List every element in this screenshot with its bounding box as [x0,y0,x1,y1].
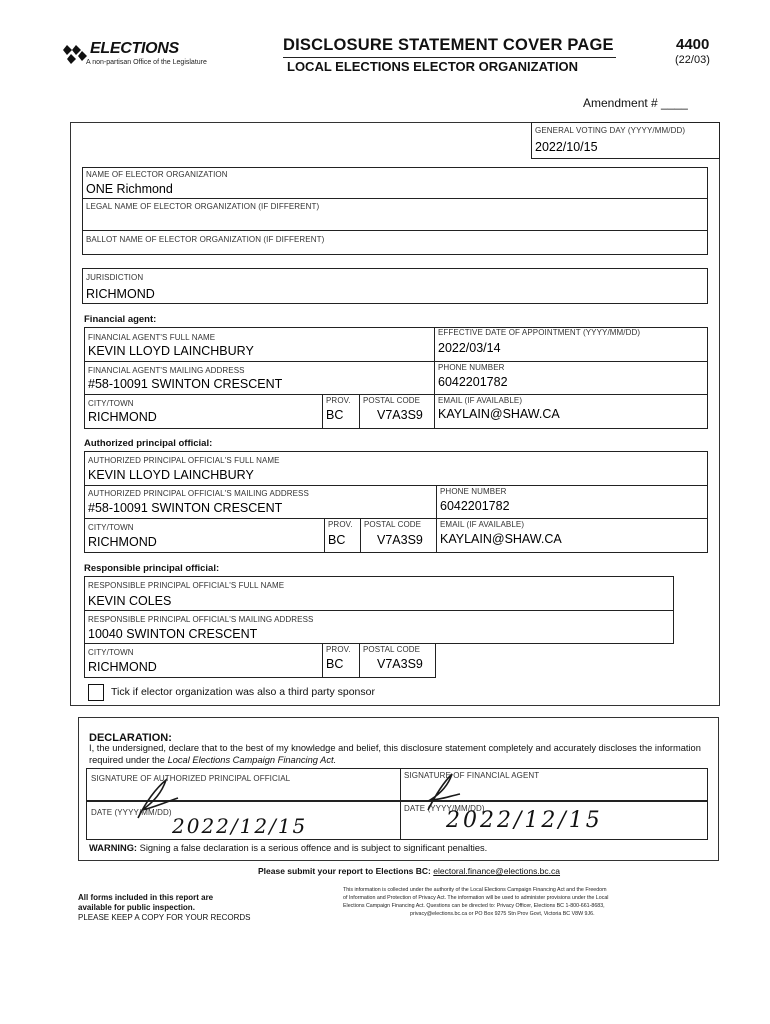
fa-name-value[interactable]: KEVIN LLOYD LAINCHBURY [88,344,254,358]
sig-agent-label: SIGNATURE OF FINANCIAL AGENT [404,771,540,780]
org-ballot-name-label: BALLOT NAME OF ELECTOR ORGANIZATION (IF DIFFERENT) [86,235,325,244]
declaration-title: DECLARATION: [89,732,172,744]
declaration-act-name: Local Elections Campaign Financing Act. [167,755,337,765]
jurisdiction-label: JURISDICTION [86,273,144,282]
amendment-number: Amendment # ____ [583,96,688,110]
org-legal-name-label: LEGAL NAME OF ELECTOR ORGANIZATION (IF DIFFERENT) [86,202,320,211]
ao-prov-value[interactable]: BC [328,533,346,547]
ro-name-label: RESPONSIBLE PRINCIPAL OFFICIAL'S FULL NAME [88,581,285,590]
fa-postal-value[interactable]: V7A3S9 [377,408,423,422]
ao-phone-label: PHONE NUMBER [440,487,507,496]
fa-city-value[interactable]: RICHMOND [88,410,157,424]
ro-address-label: RESPONSIBLE PRINCIPAL OFFICIAL'S MAILING ADDRESS [88,615,314,624]
keep-copy-note: PLEASE KEEP A COPY FOR YOUR RECORDS [78,913,251,922]
third-party-sponsor-label: Tick if elector organization was also a third party sponsor [111,686,375,698]
privacy-line4: privacy@elections.bc.ca or PO Box 9275 Stn Prov Govt, Victoria BC V8W 9J6. [410,911,595,917]
financial-agent-heading: Financial agent: [84,314,157,325]
fa-date-value[interactable]: 2022/03/14 [438,341,501,355]
org-name-label: NAME OF ELECTOR ORGANIZATION [86,170,228,179]
public-inspection-line1: All forms included in this report are [78,893,214,902]
public-inspection-line2: available for public inspection. [78,903,195,912]
fa-email-label: EMAIL (IF AVAILABLE) [438,396,523,405]
ao-email-label: EMAIL (IF AVAILABLE) [440,520,525,529]
ao-address-value[interactable]: #58-10091 SWINTON CRESCENT [88,501,283,515]
form-subtitle: LOCAL ELECTIONS ELECTOR ORGANIZATION [287,59,579,74]
jurisdiction-value[interactable]: RICHMOND [86,287,155,301]
authorized-official-heading: Authorized principal official: [84,438,213,449]
privacy-line2: of Information and Protection of Privacy Act. The information will be used to administer provisions under the Local [343,895,609,901]
sig-official-label: SIGNATURE OF AUTHORIZED PRINCIPAL OFFICIAL [91,774,291,783]
fa-address-label: FINANCIAL AGENT'S MAILING ADDRESS [88,366,245,375]
ao-email-value[interactable]: KAYLAIN@SHAW.CA [440,532,562,546]
warning-bold: WARNING: [89,843,138,853]
fa-prov-label: PROV. [326,396,351,405]
warning-text: Signing a false declaration is a serious offence and is subject to significant penalties. [139,843,488,853]
fa-email-value[interactable]: KAYLAIN@SHAW.CA [438,407,560,421]
logo-subtitle: A non-partisan Office of the Legislature [86,59,207,66]
fa-date-label: EFFECTIVE DATE OF APPOINTMENT (YYYY/MM/DD) [438,328,641,337]
ro-prov-label: PROV. [326,645,351,654]
warning-line [89,843,487,853]
title-underline [283,57,616,58]
ro-prov-value[interactable]: BC [326,657,344,671]
submit-line [258,866,560,876]
ao-address-label: AUTHORIZED PRINCIPAL OFFICIAL'S MAILING ADDRESS [88,489,309,498]
ro-city-label: CITY/TOWN [88,648,134,657]
date-left-label: DATE (YYYY/MM/DD) [91,808,172,817]
fa-phone-label: PHONE NUMBER [438,363,505,372]
logo-text: ELECTIONS [90,40,179,57]
declaration-text-prefix: required under the [89,755,168,765]
ro-postal-value[interactable]: V7A3S9 [377,657,423,671]
ro-address-value[interactable]: 10040 SWINTON CRESCENT [88,627,258,641]
ao-postal-value[interactable]: V7A3S9 [377,533,423,547]
submit-text: Please submit your report to Elections BC: [258,866,431,876]
fa-phone-value[interactable]: 6042201782 [438,375,508,389]
responsible-official-heading: Responsible principal official: [84,563,220,574]
date-left-value[interactable]: 2022/12/15 [172,814,308,838]
general-voting-day-value[interactable]: 2022/10/15 [535,140,598,154]
ao-postal-label: POSTAL CODE [364,520,422,529]
fa-city-label: CITY/TOWN [88,399,134,408]
org-name-value[interactable]: ONE Richmond [86,182,173,196]
ao-phone-value[interactable]: 6042201782 [440,499,510,513]
declaration-text-line2 [89,755,336,765]
privacy-line3: Elections Campaign Financing Act. Questions can be directed to: Privacy Officer, Elections BC 1-800-661-8683, [343,903,605,909]
form-number: 4400 [676,36,710,53]
form-version: (22/03) [675,54,710,66]
privacy-line1: This information is collected under the authority of the Local Elections Campaign Financing Act and the Freedom [343,887,607,893]
third-party-sponsor-checkbox[interactable] [88,684,104,701]
ao-city-value[interactable]: RICHMOND [88,535,157,549]
fa-prov-value[interactable]: BC [326,408,344,422]
ao-city-label: CITY/TOWN [88,523,134,532]
declaration-text-line1: I, the undersigned, declare that to the best of my knowledge and belief, this disclosure statement completely and accurately discloses the information [89,743,701,753]
general-voting-day-label: GENERAL VOTING DAY (YYYY/MM/DD) [535,126,686,135]
fa-name-label: FINANCIAL AGENT'S FULL NAME [88,333,216,342]
ro-city-value[interactable]: RICHMOND [88,660,157,674]
date-right-label: DATE (YYYY/MM/DD) [404,804,485,813]
ao-name-label: AUTHORIZED PRINCIPAL OFFICIAL'S FULL NAME [88,456,280,465]
ro-postal-label: POSTAL CODE [363,645,421,654]
fa-address-value[interactable]: #58-10091 SWINTON CRESCENT [88,377,283,391]
elections-logo [60,40,240,70]
jurisdiction-box [82,268,708,304]
ao-name-value[interactable]: KEVIN LLOYD LAINCHBURY [88,468,254,482]
submit-email-link[interactable]: electoral.finance@elections.bc.ca [433,866,561,876]
form-title: DISCLOSURE STATEMENT COVER PAGE [283,36,614,54]
ao-prov-label: PROV. [328,520,353,529]
date-right-value[interactable]: 2022/12/15 [446,808,603,833]
ro-name-value[interactable]: KEVIN COLES [88,594,172,608]
fa-postal-label: POSTAL CODE [363,396,421,405]
